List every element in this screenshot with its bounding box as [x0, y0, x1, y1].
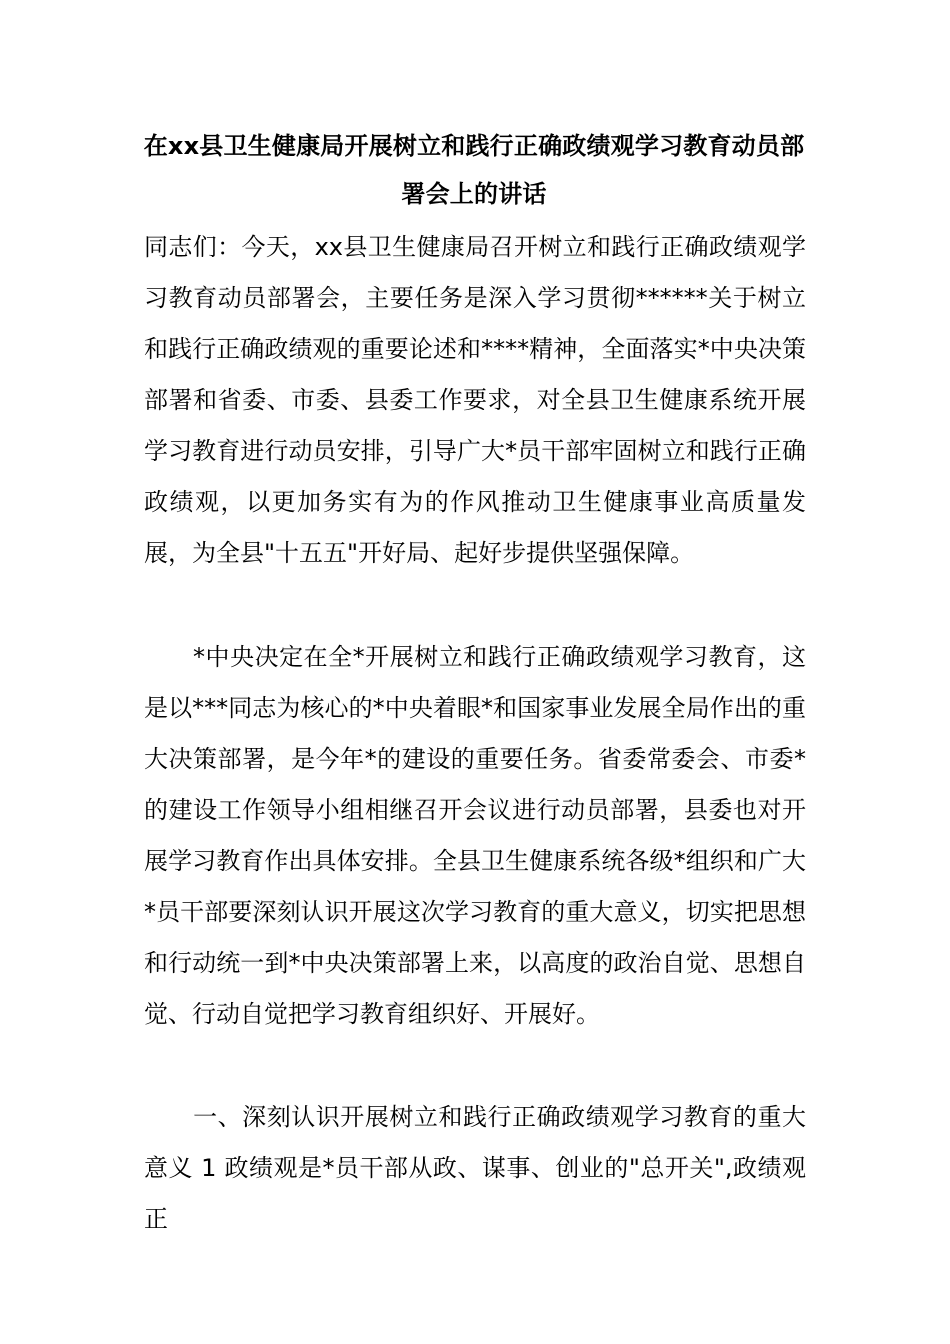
paragraph-background: *中央决定在全*开展树立和践行正确政绩观学习教育，这是以***同志为核心的*中央着眼*和国家事业发展全局作出的重大决策部署，是今年*的建设的重要任务。省委常委会、市委*的建设工作领导小组相继召开会议进行动员部署，县委也对开展学习教育作出具体安排。全县卫生健康系统各级*组织和广大*员干部要深刻认识开展这次学习教育的重大意义，切实把思想和行动统一到*中央决策部署上来，以高度的政治自觉、思想自觉、行动自觉把学习教育组织好、开展好。 [144, 643, 806, 1028]
paragraph-opening: 同志们：今天，xx县卫生健康局召开树立和践行正确政绩观学习教育动员部署会，主要任务是深入学习贯彻******关于树立和践行正确政绩观的重要论述和****精神，全面落实*中央决策部署和省委、市委、县委工作要求，对全县卫生健康系统开展学习教育进行动员安排，引导广大*员干部牢固树立和践行正确政绩观，以更加务实有为的作风推动卫生健康事业高质量发展，为全县"十五五"开好局、起好步提供坚强保障。 [144, 233, 806, 567]
paragraph-section-one: 一、深刻认识开展树立和践行正确政绩观学习教育的重大意义 1 政绩观是*员干部从政、谋事、创业的"总开关",政绩观正 [144, 1103, 806, 1233]
document-title: 在xx县卫生健康局开展树立和践行正确政绩观学习教育动员部署会上的讲话 [143, 132, 805, 208]
